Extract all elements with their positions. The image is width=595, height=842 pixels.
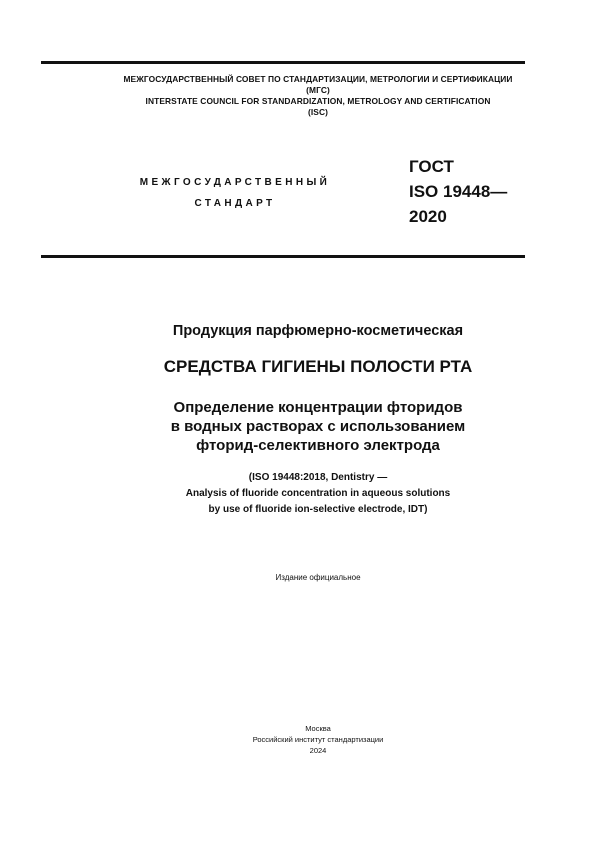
council-abbr-ru: (МГС) (306, 85, 330, 95)
standard-type-line1: МЕЖГОСУДАРСТВЕННЫЙ (139, 177, 331, 188)
iso-reference-line: Analysis of fluoride concentration in aqueous solutions (185, 488, 451, 499)
imprint-publisher: Российский институт стандартизации (252, 735, 384, 744)
council-header (41, 74, 595, 118)
standard-designation (409, 154, 507, 229)
subtitle-line: фторид-селективного электрода (196, 437, 440, 454)
official-edition: Издание официальное (275, 573, 361, 582)
iso-reference-line: by use of fluoride ion-selective electrode, IDT) (208, 504, 428, 515)
iso-reference-line: (ISO 19448:2018, Dentistry — (248, 472, 388, 483)
imprint-city: Москва (305, 724, 331, 733)
title-main: СРЕДСТВА ГИГИЕНЫ ПОЛОСТИ РТА (163, 357, 473, 376)
imprint-year: 2024 (309, 746, 327, 755)
title-group: Продукция парфюмерно-косметическая (172, 323, 464, 339)
title-subtitle (41, 398, 595, 455)
council-name-ru: МЕЖГОСУДАРСТВЕННЫЙ СОВЕТ ПО СТАНДАРТИЗАЦИИ, МЕТРОЛОГИИ И СЕРТИФИКАЦИИ (123, 74, 513, 84)
designation-iso-number: ISO 19448— (409, 182, 508, 201)
designation-gost: ГОСТ (409, 157, 454, 176)
subtitle-line: в водных растворах с использованием (170, 418, 466, 435)
council-abbr-en: (ISC) (307, 107, 329, 117)
standard-type (90, 172, 380, 214)
designation-year: 2020 (409, 207, 447, 226)
middle-rule (41, 255, 525, 258)
top-rule (41, 61, 525, 64)
imprint (41, 723, 595, 756)
iso-reference (41, 470, 595, 518)
subtitle-line: Определение концентрации фторидов (173, 399, 463, 416)
standard-type-line2: СТАНДАРТ (194, 198, 276, 209)
council-name-en: INTERSTATE COUNCIL FOR STANDARDIZATION, METROLOGY AND CERTIFICATION (145, 96, 491, 106)
